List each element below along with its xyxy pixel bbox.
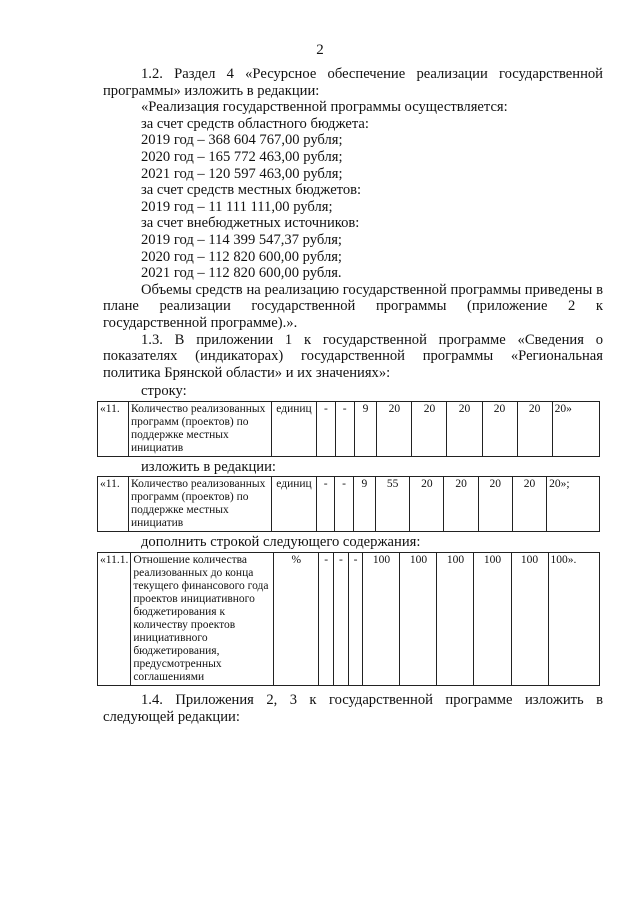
value-cell: - [335, 477, 353, 532]
value-cell: 20 [512, 477, 546, 532]
indicator-table-new [97, 476, 600, 532]
regional-2020: 2020 год – 165 772 463,00 рубля; [141, 148, 343, 165]
offbudget-label: за счет внебюджетных источников: [141, 215, 360, 232]
para-1-3: 1.3. В приложении 1 к государственной программе «Сведения о показателях (индикаторах) государственной программы «Региональная политика Брянской области» и их значениях»: [103, 331, 603, 381]
value-cell: 20 [444, 477, 478, 532]
label-edit: изложить в редакции: [141, 458, 276, 475]
value-cell: - [317, 477, 335, 532]
value-cell: 20»; [547, 477, 600, 532]
table-row [98, 477, 600, 532]
regional-label: за счет средств областного бюджета: [141, 115, 369, 132]
value-cell: - [319, 553, 334, 686]
value-cell: 20 [478, 477, 512, 532]
quote-start: «Реализация государственной программы осуществляется: [141, 99, 508, 116]
offbudget-2021: 2021 год – 112 820 600,00 рубля. [141, 265, 342, 282]
local-label: за счет средств местных бюджетов: [141, 182, 362, 199]
value-cell: 100 [511, 553, 548, 686]
value-cell: 100 [437, 553, 474, 686]
value-cell: 100 [474, 553, 511, 686]
value-cell: - [348, 553, 363, 686]
indicator-unit: единиц [272, 477, 317, 532]
value-cell: 9 [353, 477, 375, 532]
value-cell: - [334, 553, 349, 686]
value-cell: 20» [552, 401, 599, 456]
page-number: 2 [316, 42, 324, 58]
regional-2021: 2021 год – 120 597 463,00 рубля; [141, 165, 343, 182]
value-cell: 100 [363, 553, 400, 686]
row-number: «11. [98, 401, 129, 456]
para-1-2: 1.2. Раздел 4 «Ресурсное обеспечение реализации государственной программы» изложить в редакции: [103, 66, 603, 99]
indicator-table-add [97, 552, 600, 686]
indicator-unit: % [274, 553, 319, 686]
offbudget-2020: 2020 год – 112 820 600,00 рубля; [141, 248, 342, 265]
indicator-name: Количество реализованных программ (проектов) по поддержке местных инициатив [129, 401, 272, 456]
row-number: «11. [98, 477, 129, 532]
table-row [98, 553, 600, 686]
value-cell: 100». [548, 553, 599, 686]
indicator-name: Отношение количества реализованных до конца текущего финансового года проектов инициативного бюджетирования к количеству проектов инициативного бюджетирования, предусмотренных соглашениями [131, 553, 274, 686]
value-cell: 20 [412, 401, 447, 456]
local-2019: 2019 год – 11 111 111,00 рубля; [141, 198, 333, 215]
value-cell: 55 [375, 477, 409, 532]
value-cell: - [317, 401, 336, 456]
value-cell: 9 [354, 401, 377, 456]
table-row [98, 401, 600, 456]
indicator-unit: единиц [272, 401, 317, 456]
row-number: «11.1. [98, 553, 131, 686]
document-body [100, 66, 603, 725]
label-row: строку: [141, 383, 187, 400]
para-1-4: 1.4. Приложения 2, 3 к государственной программе изложить в следующей редакции: [103, 692, 603, 725]
value-cell: 20 [410, 477, 444, 532]
value-cell: 20 [482, 401, 517, 456]
value-cell: 20 [377, 401, 412, 456]
volumes-paragraph: Объемы средств на реализацию государственной программы приведены в плане реализации государственной программы (приложение 2 к государственной программе).». [103, 281, 603, 331]
offbudget-2019: 2019 год – 114 399 547,37 рубля; [141, 231, 342, 248]
label-add: дополнить строкой следующего содержания: [141, 534, 421, 551]
indicator-table-old [97, 401, 600, 457]
value-cell: 20 [447, 401, 482, 456]
value-cell: 20 [517, 401, 552, 456]
indicator-name: Количество реализованных программ (проектов) по поддержке местных инициатив [129, 477, 272, 532]
value-cell: - [335, 401, 354, 456]
regional-2019: 2019 год – 368 604 767,00 рубля; [141, 132, 343, 149]
value-cell: 100 [400, 553, 437, 686]
